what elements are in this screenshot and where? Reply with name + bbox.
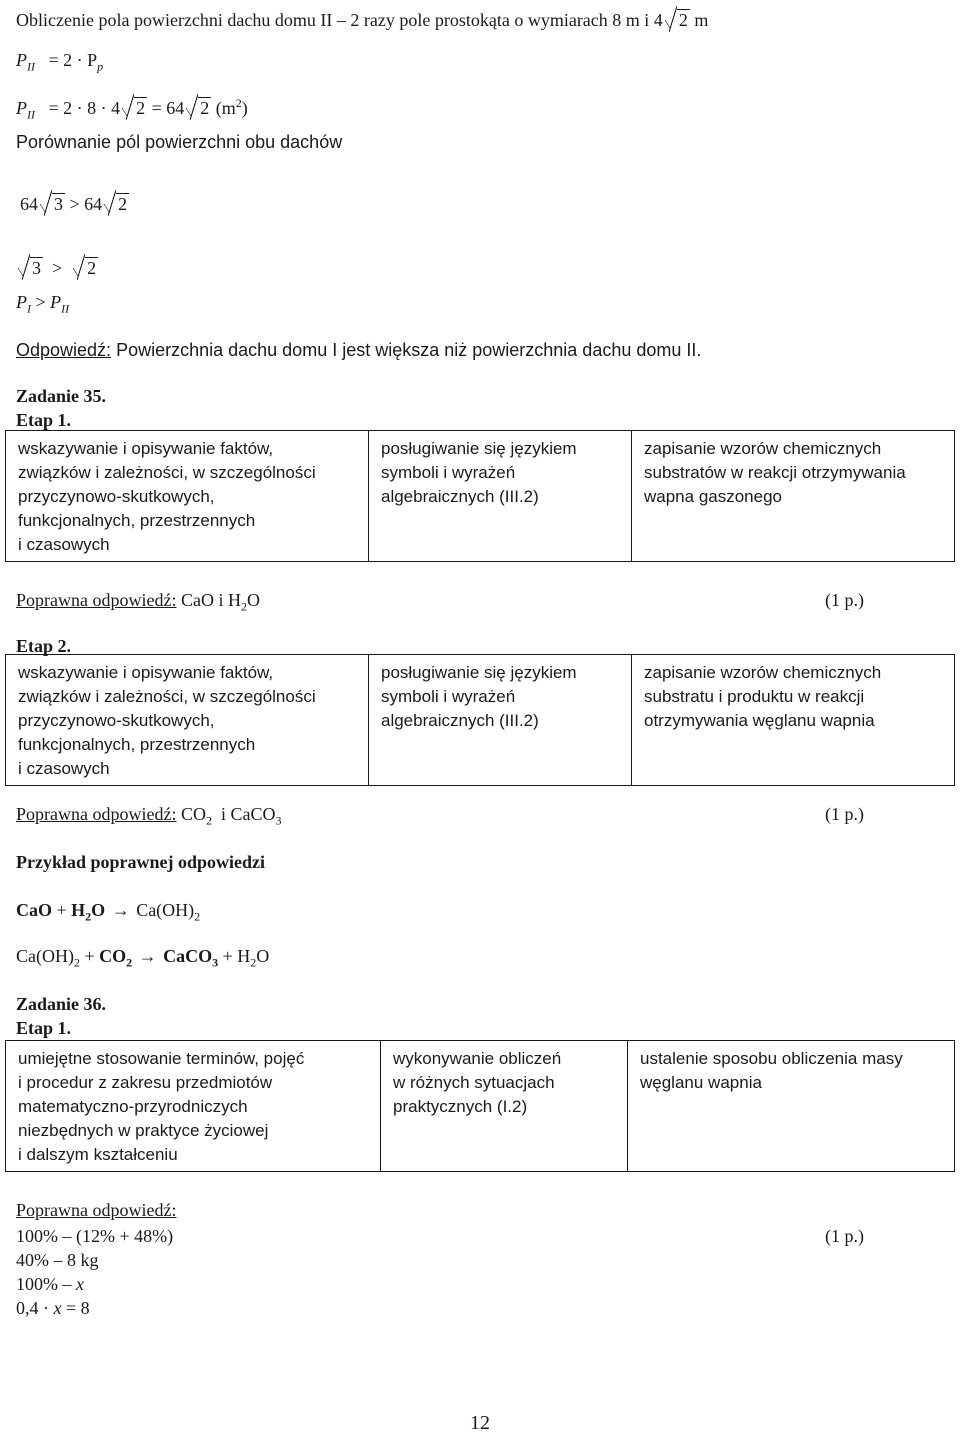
compare-label: Porównanie pól powierzchni obu dachów (16, 132, 343, 152)
general-requirement-cell: wskazywanie i opisywanie faktów, związków i zależności, w szczególności przyczynowo-skutkowych, funkcjonalnych, przestrzennych i czasowych (6, 655, 369, 786)
reaction-arrow: → (138, 946, 157, 966)
task36-stage1-table (5, 1040, 955, 1172)
inequality-3: $P_I > P_{II}$ (16, 292, 70, 316)
task35-stage1-label: Etap 1. (16, 410, 72, 430)
calc-line-2: 40% – 8 kg (16, 1250, 99, 1270)
inequality-1: 64 3 > 64 2 (20, 194, 128, 214)
reaction-1: CaO + $H_2O \to Ca(OH)_2$ (16, 900, 201, 924)
task-description-cell: zapisanie wzorów chemicznych substratu i produktu w reakcji otrzymywania węglanu wapnia (632, 655, 955, 786)
task35-stage2-points: (1 p.) (825, 804, 864, 824)
page-number: 12 (470, 1412, 490, 1434)
task36-title: Zadanie 36. (16, 994, 107, 1014)
sqrt-symbol: 2 (665, 10, 690, 30)
task-description-cell: ustalenie sposobu obliczenia masy węglanu wapnia (628, 1041, 955, 1172)
sqrt-symbol: 2 (186, 98, 211, 118)
header-dims: 8 m i 4 (612, 10, 663, 30)
answer-line: Odpowiedź: Powierzchnia dachu domu I jest większa niż powierzchnia dachu domu II. (16, 340, 702, 360)
specific-requirement-cell: posługiwanie się językiem symboli i wyrażeń algebraicznych (III.2) (369, 431, 632, 562)
task36-stage1-label: Etap 1. (16, 1018, 72, 1038)
general-requirement-cell: wskazywanie i opisywanie faktów, związków i zależności, w szczególności przyczynowo-skutkowych, funkcjonalnych, przestrzennych i czasowych (6, 431, 369, 562)
task35-stage1-answer: Poprawna odpowiedź: CaO i $H_2O$ (16, 590, 260, 614)
reaction-arrow: → (111, 900, 130, 920)
calc-line-1: 100% – (12% + 48%) (16, 1226, 174, 1246)
task35-stage1-points: (1 p.) (825, 590, 864, 610)
task35-stage2-answer: Poprawna odpowiedź: $CO_2$ i CaCO$_3$ (16, 804, 282, 828)
task35-stage2-label: Etap 2. (16, 636, 72, 656)
inequality-2: 3 > 2 (16, 258, 98, 278)
task35-stage2-table (5, 654, 955, 786)
task35-stage1-table (5, 430, 955, 562)
task36-answer-label: Poprawna odpowiedź: (16, 1200, 177, 1220)
task35-title: Zadanie 35. (16, 386, 107, 406)
sqrt-symbol: 2 (122, 98, 147, 118)
task36-points: (1 p.) (825, 1226, 864, 1246)
task-description-cell: zapisanie wzorów chemicznych substratów w reakcji otrzymywania wapna gaszonego (632, 431, 955, 562)
general-requirement-cell: umiejętne stosowanie terminów, pojęć i procedur z zakresu przedmiotów matematyczno-przyrodniczych niezbędnych w praktyce życiowej i dalszym kształceniu (6, 1041, 381, 1172)
header-text: Obliczenie pola powierzchni dachu domu II – 2 razy pole prostokąta o wymiarach (16, 10, 608, 30)
equation-2: $P_{II}$ = 2 · 8 · 4 2 = 64 2 $(m^2)$ (16, 96, 248, 122)
header-unit: m (694, 10, 709, 30)
header-line (16, 10, 708, 30)
calc-line-3: 100% – x (16, 1274, 84, 1294)
specific-requirement-cell: wykonywanie obliczeń w różnych sytuacjach praktycznych (I.2) (381, 1041, 628, 1172)
example-title: Przykład poprawnej odpowiedzi (16, 852, 266, 872)
calc-line-4: 0,4 · x = 8 (16, 1298, 90, 1318)
equation-1: $P_{II}$ = $2 \cdot P_p$ (16, 50, 104, 74)
specific-requirement-cell: posługiwanie się językiem symboli i wyrażeń algebraicznych (III.2) (369, 655, 632, 786)
reaction-2: $Ca(OH)_2 + CO_2$ → CaCO$_3$ + $H_2O$ (16, 946, 270, 970)
